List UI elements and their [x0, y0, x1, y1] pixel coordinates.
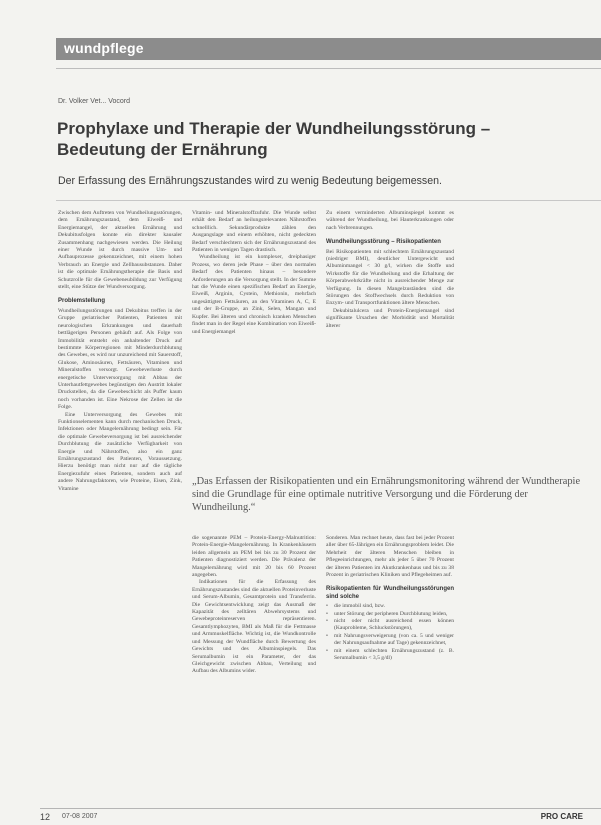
text-column-1 — [58, 210, 182, 795]
footer-rule — [40, 808, 601, 809]
text-column-3 — [326, 210, 454, 470]
list-item: • mit einem schlechten Ernährungszustand (z. B. Serumalbumin < 3,5 g/dl) — [326, 648, 454, 663]
list-item: • die immobil sind, bzw. — [326, 603, 454, 610]
risk-list — [326, 603, 454, 662]
paragraph: Wundheilung ist ein komplexer, dreiphasiger Prozess, wo deren jede Phase – über den normalen Bedarf des Patienten hinaus – besondere Anforderungen an die Versorgung stellt. In der Summe hat die Wunde einen spezifischen Bedarf an Energie, Eiweiß, Arginin, Cystein, Methionin, mehrfach ungesättigten Fettsäuren, an den Vitaminen A, C, E und der B-Gruppe, an Zink, Selen, Mangan und Kupfer. Bei älteren und chronisch kranken Menschen findet man in der Regel eine Kombination von Eiweiß- und Energiemangel — [192, 254, 316, 335]
subheading: Risikopatienten für Wundheilungsstörungen sind solche — [326, 586, 454, 600]
page-number: 12 — [40, 812, 51, 822]
paragraph: Zwischen dem Auftreten von Wundheilungsstörungen, dem Ernährungszustand, dem Eiweiß- und Energiemangel, der aktuellen Ernährung und Dekubitusfolgen konnte ein direkter kausaler Zusammenhang nachgewiesen werden. Die Heilung einer Wunde ist durch massive Um- und Aufbauprozesse gekennzeichnet, mit einem hohen Verbrauch an Energie und Zellbausubstanzen. Daher ist die optimale Ernährungstherapie die Basis und Schutzrolle für die Gewebeneubildung zur Verfügung stellt, eine Stütze der Wundversorgung. — [58, 210, 182, 291]
paragraph: Sonderen. Man rechnet heute, dass fast bei jeder Prozent aller über 65-Jährigen ein Ernährungsproblem leidet. Die Mehrheit der älteren Menschen bleiben in Pflegeeinrichtungen, mehr als jeder 5 über 70 Prozent der älteren Patienten im Akutkrankenhaus und bis zu 38 Prozent in geriatrischen Kliniken und Pflegeheimen auf. — [326, 535, 454, 579]
magazine-brand: PRO CARE — [540, 812, 583, 821]
article-title: Prophylaxe und Therapie der Wundheilungsstörung – Bedeutung der Ernährung — [57, 119, 491, 159]
author-line: Dr. Volker Vet... Vocord — [58, 98, 130, 105]
text-column-3-lower — [326, 535, 454, 795]
text-column-2 — [192, 210, 316, 470]
text-column-2-lower — [192, 535, 316, 795]
paragraph: Eine Unterversorgung des Gewebes mit Funktionselementen kann durch mechanischen Druck, Infektionen oder Mangelernährung bedingt sein. Für die optimale Gewebeversorgung ist bei ausreichender Durchblutung die zusätzliche Verfügbarkeit von Energie und Nährstoffen, also ein ganz Ernährungszustand des Patienten, Voraussetzung. Hierzu benötigt man nicht nur auf die tägliche Energiezufuhr eines Patienten, sondern auch auf andere Nahrungsfaktoren, wie Proteine, Eisen, Zink, Vitamine — [58, 411, 182, 492]
paragraph: Dekubitalulcera und Protein-Energiemangel sind signifikante Ursachen der Morbidität und Mortalität älterer — [326, 307, 454, 329]
paragraph: Indikationen für die Erfassung des Ernährungszustandes sind die aktuellen Proteinverluste und Serum-Albumin, Gesamtprotein und Transferrin. Die Gewichtsentwicklung zeigt das Ausmaß der Kapazität des zelltären Abwehrsystems und Gewebeproteinreserven repräsentieren. Gesamtlymphozyten, BMI als Maß für die Fettmasse und Armmuskelfläche. Wichtig ist, die Wundkontrolle und Messung der Wundfläche durch Bewertung des Gewichts und des Albuminspiegels. Das Serumalbumin ist ein Parameter, der das Gleichgewicht zwischen Abbau, Verteilung und Aufbau des Albumins wider. — [192, 579, 316, 675]
paragraph: Vitamin- und Mineralstoffzufuhr. Die Wunde selbst erhält den Bedarf an heilungsrelevanten Nährstoffen schnelllich. Sekundärprodukte zählen den Ausgangslage und einem erhöhten, nicht gedeckten Bedarf verschlechtern sich der Ernährungszustand des Patienten in wenigen Tagen drastisch. — [192, 210, 316, 254]
article-lead: Der Erfassung des Ernährungszustandes wird zu wenig Bedeutung beigemessen. — [58, 175, 442, 187]
subheading: Wundheilungsstörung – Risikopatienten — [326, 239, 441, 246]
paragraph: Wundheilungsstörungen und Dekubitus treffen in der Gruppe geriatrischer Patienten, Patienten mit neurologischen Erkrankungen und dauerhaft bettlägerigen Personen gehäuft auf. Als Folge von Immobilität entsteht ein anhaltender Druck auf bestimmte Körperregionen mit Minderdurchblutung des Gewebes, es wird nur unzureichend mit Sauerstoff, Glukose, Aminosäuren, Fettsäuren, Vitaminen und Mineralstoffen versorgt. Gewebeverluste durch energetische Unterversorgung mit Abbau der Unterhautfettgewebes begünstigen den Austritt lokaler Druckstellen, da die Gewebeschicht als Puffer kaum noch vorhanden ist. Eine Nekrose der Zellen ist die Folge. — [58, 307, 182, 411]
lead-rule — [56, 200, 601, 201]
paragraph: Zu einem verminderten Albuminspiegel kommt es während der Wundheilung, bei Hauterkrankungen oder nach Verbrennungen. — [326, 210, 454, 231]
section-label: wundpflege — [64, 40, 144, 56]
header-rule — [56, 68, 601, 69]
pull-quote: „Das Erfassen der Risikopatienten und ein Ernährungsmonitoring während der Wundtherapie sind die Grundlage für eine optimale nutritive Versorgung und die Förderung der Wundheilung.“ — [192, 476, 581, 513]
subheading: Problemstellung — [58, 298, 106, 305]
paragraph: die sogenannte PEM – Protein-Energy-Malnutrition: Protein-Energie-Mangelernährung. In Krankenhäusern leiden allgemein an PEM bei bis zu 30 Prozent der Patienten diagnostiziert werden. Die Prävalenz der Mangelernährung wird mit 20 bis 60 Prozent angegeben. — [192, 535, 316, 579]
list-item: • nicht oder nicht ausreichend essen können (Kauprobleme, Schluckstörungen), — [326, 618, 454, 633]
issue-date: 07-08 2007 — [62, 813, 98, 820]
list-item: • mit Nahrungsverweigerung (von ca. 5 und weniger der Nahrungsaufnahme auf Tage) gekennzeichnet, — [326, 633, 454, 648]
list-item: • unter Störung der peripheren Durchblutung leiden, — [326, 611, 454, 618]
paragraph: Bei Risikopatienten mit schlechtem Ernährungszustand (niedriger BMI), deutlicher Untergewicht und Albuminmangel < 30 g/l, wirken die Stoffe und Wirkstoffe für die Wundheilung und die Erhaltung der Körperabwehrkräfte nicht in ausreichender Menge zur Verfügung. In diesen Mangelzuständen sind die Störungen des Stoffwechsels durch Reduktion von Enzym- und Transportfunktionen ältere Menschen. — [326, 248, 454, 307]
